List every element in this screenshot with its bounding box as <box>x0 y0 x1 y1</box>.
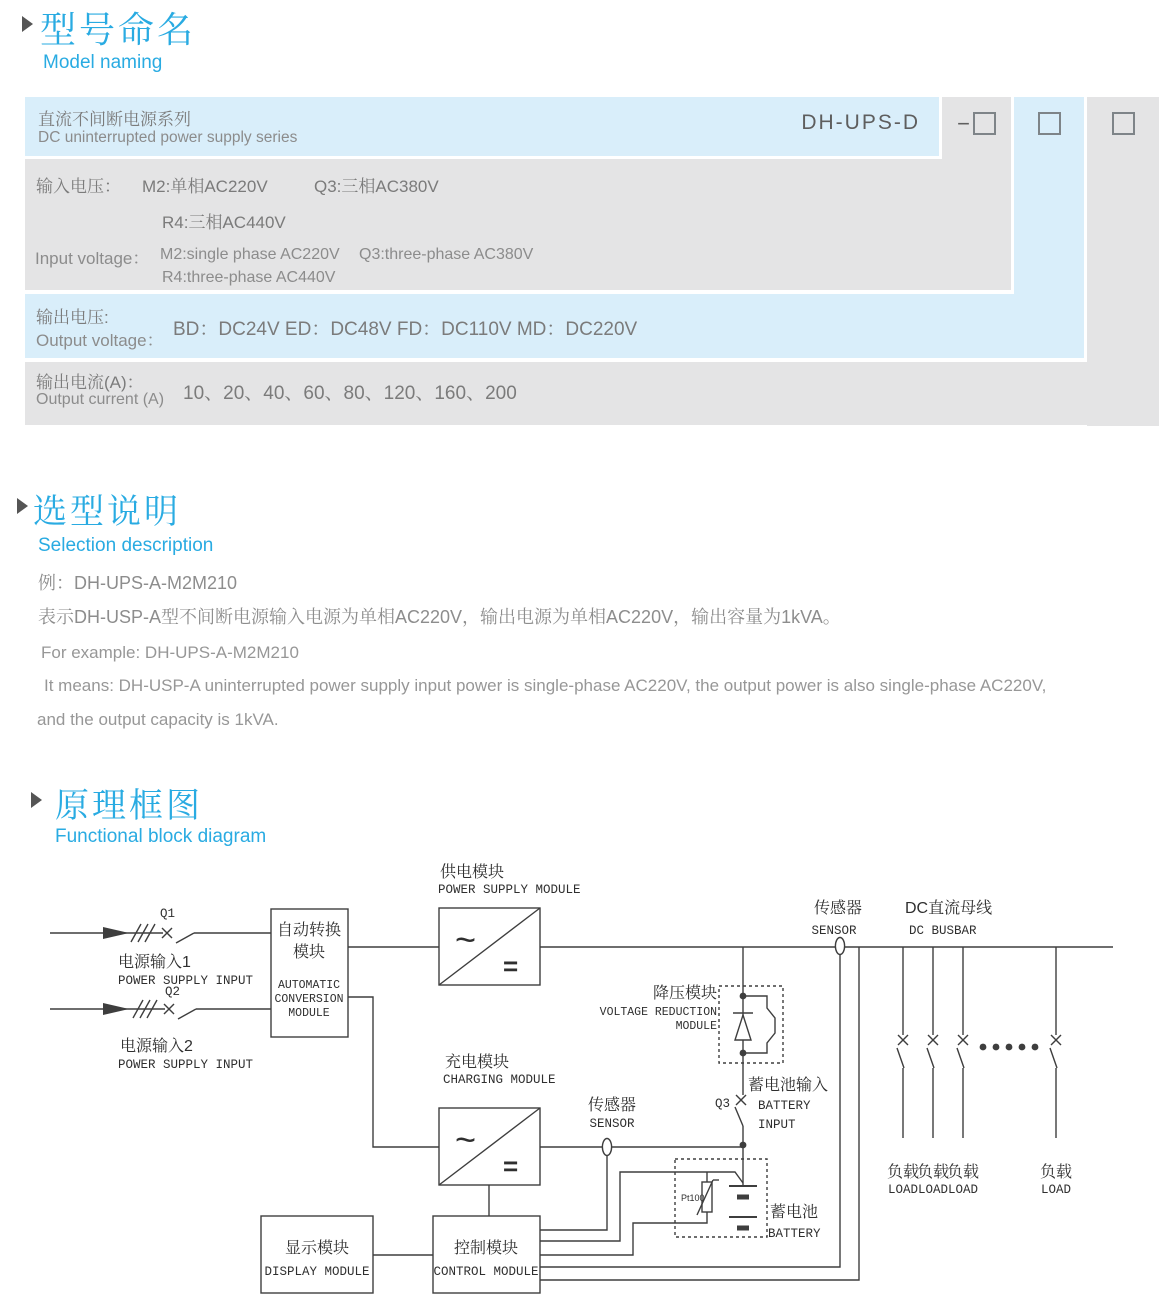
label-psu-en: POWER SUPPLY MODULE <box>438 883 581 897</box>
battery-icon <box>729 1186 757 1228</box>
voltage-reduction-dashed-box <box>719 986 783 1063</box>
label-battery-input-en2: INPUT <box>758 1118 796 1132</box>
input-voltage-option-q3-en: Q3:three-phase AC380V <box>359 246 534 263</box>
charge-sensor-icon <box>602 1139 611 1156</box>
label-load2-en: LOAD <box>917 1183 949 1197</box>
label-charge-sensor-en: SENSOR <box>589 1117 635 1131</box>
output-current-values: 10、20、40、60、80、120、160、200 <box>183 383 517 404</box>
selection-desc-zh: 表示DH-USP-A型不间断电源输入电源为单相AC220V，输出电源为单相AC220V，输出容量为1kVA。 <box>38 607 841 627</box>
input-voltage-label-en: Input voltage： <box>35 249 150 268</box>
section-subtitle-model-naming: Model naming <box>43 52 163 73</box>
voltage-reduction-module <box>719 947 783 1063</box>
power-input-1-line <box>50 924 271 943</box>
naming-row-series <box>25 97 939 156</box>
power-input-2-line <box>50 1000 271 1019</box>
section-title-block-diagram: 原理框图 <box>55 787 203 825</box>
section-title-model-naming: 型号命名 <box>40 9 197 50</box>
section-arrow-icon <box>31 792 42 808</box>
section-subtitle-selection: Selection description <box>38 535 214 556</box>
label-load1-en: LOAD <box>887 1183 919 1197</box>
suffix1-box-icon <box>973 112 996 135</box>
ac-symbol: ~ <box>455 919 477 960</box>
wire-charge-sensor-to-control <box>540 1156 607 1230</box>
dc-symbol: = <box>503 951 519 981</box>
section-title-selection: 选型说明 <box>33 493 181 531</box>
bypass-switch-icon <box>743 996 775 1053</box>
input-voltage-option-m2-en: M2:single phase AC220V <box>160 246 340 263</box>
model-code: DH-UPS-D <box>801 111 920 134</box>
feeder-breaker-icon <box>957 947 968 1138</box>
load-feeders <box>897 947 1061 1138</box>
label-input2-en: POWER SUPPLY INPUT <box>118 1058 254 1072</box>
label-input1-zh: 电源输入1 <box>118 954 191 971</box>
label-charge-sensor-zh: 传感器 <box>587 1097 637 1114</box>
functional-block-diagram <box>0 845 1167 1308</box>
label-input1-en: POWER SUPPLY INPUT <box>118 974 254 988</box>
input-voltage-option-r4-zh: R4:三相AC440V <box>162 213 286 232</box>
section-subtitle-block-diagram: Functional block diagram <box>55 826 267 847</box>
wire-pt100-to-control <box>540 1212 707 1255</box>
label-conversion-en3: MODULE <box>288 1007 330 1020</box>
label-control-en: CONTROL MODULE <box>433 1265 539 1279</box>
label-battery-zh: 蓄电池 <box>770 1204 819 1221</box>
section-arrow-icon <box>22 16 33 32</box>
label-q2: Q2 <box>165 985 181 999</box>
label-vr-zh: 降压模块 <box>652 985 717 1002</box>
selection-desc-en-line2: and the output capacity is 1kVA. <box>37 710 279 729</box>
label-charging-zh: 充电模块 <box>445 1054 510 1071</box>
label-battery-input-en1: BATTERY <box>758 1099 811 1113</box>
feeder-breaker-icon <box>897 947 908 1138</box>
label-load3-en: LOAD <box>947 1183 979 1197</box>
label-conversion-en2: CONVERSION <box>274 993 344 1006</box>
label-load2-zh: 负载 <box>916 1164 950 1181</box>
label-busbar-zh: DC直流母线 <box>905 900 993 917</box>
label-bus-sensor-en: SENSOR <box>811 924 857 938</box>
selection-desc-en-line1: It means: DH-USP-A uninterrupted power supply input power is single-phase AC220V, the output power is also single-phase AC220V, <box>44 676 1047 695</box>
naming-column-suffix1 <box>942 97 1011 162</box>
output-current-label-en: Output current (A) <box>36 391 165 408</box>
label-q3: Q3 <box>714 1097 730 1111</box>
feeder-breaker-icon <box>1050 947 1061 1138</box>
label-q1: Q1 <box>160 907 176 921</box>
suffix1-dash: − <box>957 111 970 136</box>
label-load1-zh: 负载 <box>886 1164 920 1181</box>
suffix3-box-icon <box>1112 112 1135 135</box>
label-load4-zh: 负载 <box>1039 1164 1073 1181</box>
label-conversion-zh2: 模块 <box>292 944 326 961</box>
naming-row-output-current <box>25 362 1159 425</box>
input-voltage-label-zh: 输入电压： <box>36 177 121 196</box>
dc-symbol: = <box>503 1151 519 1181</box>
label-battery-en: BATTERY <box>768 1227 821 1241</box>
input-voltage-option-q3-zh: Q3:三相AC380V <box>314 177 439 196</box>
naming-row-input-voltage <box>25 159 1011 290</box>
label-control-zh: 控制模块 <box>453 1240 519 1257</box>
bus-sensor-icon <box>835 938 844 955</box>
output-voltage-label-en: Output voltage： <box>36 331 164 350</box>
output-voltage-label-zh: 输出电压: <box>36 308 109 327</box>
selection-example-zh: 例：DH-UPS-A-M2M210 <box>38 573 238 593</box>
suffix2-box-icon <box>1038 112 1061 135</box>
label-pt100: Pt100 <box>681 1193 705 1203</box>
ellipsis-dots-icon <box>980 1044 1039 1051</box>
label-conversion-zh1: 自动转换 <box>276 922 342 939</box>
feeder-breaker-icon <box>927 947 938 1138</box>
naming-row-output-voltage <box>25 294 1084 358</box>
label-display-en: DISPLAY MODULE <box>264 1265 370 1279</box>
output-current-label-zh: 输出电流(A)： <box>36 373 144 392</box>
suffix1-symbol <box>942 112 1011 135</box>
label-display-zh: 显示模块 <box>284 1240 350 1257</box>
label-psu-zh: 供电模块 <box>440 864 505 881</box>
label-vr-en2: MODULE <box>675 1020 717 1033</box>
breaker-q1-icon <box>162 928 194 943</box>
arrow-icon <box>103 927 129 939</box>
label-battery-input-zh: 蓄电池输入 <box>748 1077 829 1094</box>
label-vr-en1: VOLTAGE REDUCTION <box>599 1006 717 1019</box>
input-voltage-option-m2-zh: M2:单相AC220V <box>142 177 268 196</box>
label-busbar-en: DC BUSBAR <box>909 924 977 938</box>
label-bus-sensor-zh: 传感器 <box>813 900 863 917</box>
arrow-icon <box>103 1003 129 1015</box>
breaker-q3-icon <box>735 1053 746 1145</box>
section-arrow-icon <box>17 498 28 514</box>
ac-symbol: ~ <box>455 1119 477 1160</box>
label-load3-zh: 负载 <box>946 1164 980 1181</box>
suffix3-symbol <box>1087 112 1159 135</box>
series-name-en: DC uninterrupted power supply series <box>38 129 298 146</box>
label-conversion-en1: AUTOMATIC <box>277 979 341 992</box>
input-voltage-option-r4-en: R4:three-phase AC440V <box>162 269 336 286</box>
label-load4-en: LOAD <box>1040 1183 1072 1197</box>
selection-example-en: For example: DH-UPS-A-M2M210 <box>41 643 299 662</box>
series-name-zh: 直流不间断电源系列 <box>38 110 191 129</box>
suffix2-symbol <box>1014 112 1084 135</box>
label-input2-zh: 电源输入2 <box>120 1038 193 1055</box>
breaker-q2-icon <box>164 1004 196 1019</box>
output-voltage-values: BD：DC24V ED：DC48V FD：DC110V MD：DC220V <box>173 319 638 340</box>
label-charging-en: CHARGING MODULE <box>443 1073 556 1087</box>
